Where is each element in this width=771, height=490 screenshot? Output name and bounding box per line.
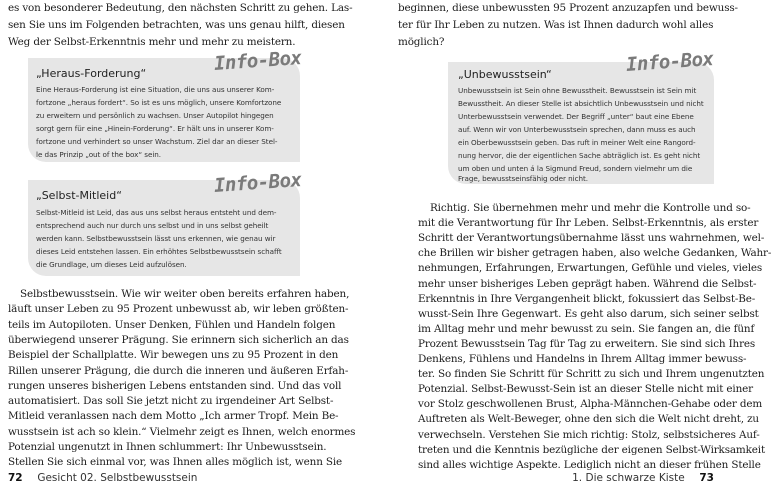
footer-section: Gesicht 02. Selbstbewusstsein: [37, 472, 198, 484]
body-text-line: mehr unser bisheriges Leben geprägt haben. Während die Selbst-: [418, 277, 757, 290]
info-box-title: „Selbst-Mitleid“: [36, 189, 122, 202]
info-box-line: Unterbewusstsein verwendet. Der Begriff „unter“ baut eine Ebene: [458, 112, 694, 121]
info-box-line: le das Prinzip „out of the box“ sein.: [36, 150, 162, 159]
page-footer: [8, 472, 197, 484]
info-box-line: dieses Leid entstehen lassen. Ein erhöhtes Selbstbewusstsein schafft: [36, 247, 282, 256]
info-box-line: Eine Heraus-Forderung ist eine Situation, die uns aus unserer Kom-: [36, 85, 275, 94]
body-text-line: Selbstbewusstsein. Wie wir weiter oben bereits erfahren haben,: [20, 288, 350, 300]
info-box-line: fortzone und verhindert so unser Wachstum. Ziel dar an dieser Stel-: [36, 137, 278, 146]
body-text-line: beginnen, diese unbewussten 95 Prozent anzuzapfen und bewuss-: [398, 2, 738, 14]
body-text-line: Prozent Bewusstsein Tag für Tag zu erweitern. Sie sind sich Ihres: [418, 337, 756, 350]
page-number: 73: [699, 472, 714, 484]
info-box-label: Info-Box: [213, 168, 303, 198]
body-text-line: Erkenntnis in Ihre Vergangenheit blickt, fokussiert das Selbst-Be-: [418, 292, 756, 305]
body-text-line: überwiegend unserer Prägung. Sie erinnern sich sicherlich an das: [8, 333, 349, 346]
body-text-line: Auftreten als Welt-Beweger, ohne den sich die Welt nicht dreht, zu: [418, 413, 759, 426]
body-text-line: Stellen Sie sich einmal vor, was Ihnen alles möglich ist, wenn Sie: [8, 456, 343, 469]
info-box-line: ein Oberbewusstsein geben. Das ruft in meiner Welt eine Rangord-: [458, 138, 696, 147]
body-text-line: Beispiel der Schallplatte. Wir bewegen uns zu 95 Prozent in den: [8, 349, 339, 362]
body-text-line: Weg der Selbst-Erkenntnis mehr und mehr zu meistern.: [8, 35, 296, 48]
info-box-line: auf. Wenn wir von Unterbewusstsein sprechen, dann muss es auch: [458, 125, 696, 134]
body-text-line: che Brillen wir bisher getragen haben, also welche Gedanken, Wahr-: [418, 247, 771, 260]
body-text-line: im Alltag mehr und mehr bewusst zu sein. Sie fangen an, die fünf: [418, 322, 755, 335]
body-text-line: automatisiert. Das soll Sie jetzt nicht zu irgendeiner Art Selbst-: [8, 395, 334, 408]
body-text-line: Rillen unserer Prägung, die durch die inneren und äußeren Erfah-: [8, 364, 349, 377]
info-box-line: um oben und unten á la Sigmund Freud, sondern vielmehr um die: [458, 164, 693, 173]
footer-section: 1. Die schwarze Kiste: [572, 472, 685, 484]
info-box-line: Selbst-Mitleid ist Leid, das aus uns selbst heraus entsteht und dem-: [36, 208, 277, 217]
body-text-line: verwechseln. Verstehen Sie mich richtig: Stolz, selbstsicheres Auf-: [418, 428, 760, 441]
body-text-line: Potenzial. Selbst-Bewusst-Sein ist an dieser Stelle nicht mit einer: [418, 383, 753, 396]
body-text-line: Mitleid veranlassen nach dem Motto „Ich armer Tropf. Mein Be-: [8, 410, 339, 423]
info-box-line: sorgt gern für eine „Hinein-Forderung“. Er hält uns in unserer Kom-: [36, 124, 274, 133]
body-text-line: teils im Autopiloten. Unser Denken, Fühlen und Handeln folgen: [8, 318, 336, 331]
body-text-line: Richtig. Sie übernehmen mehr und mehr die Kontrolle und so-: [430, 202, 751, 214]
body-text-line: möglich?: [398, 35, 445, 48]
info-box-line: Frage, bewusstseinsfähig oder nicht.: [458, 174, 589, 183]
body-text-line: ter. So finden Sie Schritt für Schritt zu sich und Ihrem ungenutzten: [418, 368, 765, 381]
page-footer: [572, 472, 714, 484]
info-box-selbst-mitleid: [28, 168, 303, 276]
body-text-line: vor Stolz geschwollenen Brust, Alpha-Männchen-Gehabe oder dem: [418, 398, 763, 411]
left-page: [0, 0, 360, 490]
body-text-line: Denkens, Fühlens und Handelns in Ihrem Alltag immer bewuss-: [418, 353, 747, 365]
info-box-line: nung hervor, die der eigentlichen Sache abträglich ist. Es geht nicht: [458, 151, 701, 160]
body-text-line: rungen unseres bisherigen Lebens entstanden sind. Und das voll: [8, 379, 342, 392]
info-box-heraus-forderung: [28, 46, 303, 162]
info-box-line: zu erweitern und persönlich zu wachsen. Unser Autopilot hingegen: [36, 111, 274, 120]
body-text-line: sen Sie uns im Folgenden betrachten, was uns genau hilft, diesen: [8, 18, 345, 31]
info-box-title: „Unbewusstsein“: [458, 68, 552, 81]
info-box-title: „Heraus-Forderung“: [36, 67, 147, 80]
body-text-line: sind alles wichtige Aspekte. Lediglich nicht an dieser frühen Stelle: [418, 458, 761, 471]
info-box-line: werden kann. Selbstbewusstsein lässt uns erkennen, wie genau wir: [36, 234, 276, 243]
info-box-unbewusstsein: [448, 47, 715, 184]
body-text-line: läuft unser Leben zu 95 Prozent unbewusst ab, wir leben größten-: [8, 303, 349, 316]
info-box-line: Unbewusstsein ist Sein ohne Bewusstheit. Bewusstsein ist Sein mit: [458, 86, 697, 95]
body-text-line: treten und die Kenntnis bezügliche der eigenen Selbst-Wirksamkeit: [418, 443, 765, 456]
body-text-line: es von besonderer Bedeutung, den nächsten Schritt zu gehen. Las-: [8, 2, 353, 14]
body-text-line: Potenzial ungenutzt in Ihnen schlummert: Ihr Unbewusstsein.: [8, 441, 327, 453]
info-box-label: Info-Box: [625, 47, 715, 77]
body-text-line: wusstsein ist ach so klein.“ Vielmehr zeigt es Ihnen, welch enormes: [8, 425, 356, 438]
info-box-line: Bewusstheit. An dieser Stelle ist absichtlich Unbewusstsein und nicht: [458, 99, 704, 108]
body-text-line: Schritt der Verantwortungsübernahme lässt uns wahrnehmen, wel-: [418, 232, 765, 245]
info-box-line: die Grundlage, um dieses Leid aufzulösen.: [36, 260, 187, 269]
body-text-line: wusst-Sein Ihre Gegenwart. Es geht also darum, sich seiner selbst: [418, 307, 759, 320]
body-text-line: mit die Verantwortung für Ihr Leben. Selbst-Erkenntnis, als erster: [418, 217, 759, 230]
body-text-line: ter für Ihr Leben zu nutzen. Was ist Ihnen dadurch wohl alles: [398, 18, 714, 31]
body-text-line: nehmungen, Erfahrungen, Erwartungen, Gefühle und vieles, vieles: [418, 262, 763, 275]
info-box-line: entsprechend auch nur durch uns selbst und in uns selbst geheilt: [36, 221, 269, 230]
page-number: 72: [8, 472, 23, 484]
info-box-line: fortzone „heraus fordert“. So ist es uns möglich, unsere Komfortzone: [36, 98, 282, 107]
right-page: [360, 0, 771, 490]
info-box-label: Info-Box: [213, 46, 303, 76]
